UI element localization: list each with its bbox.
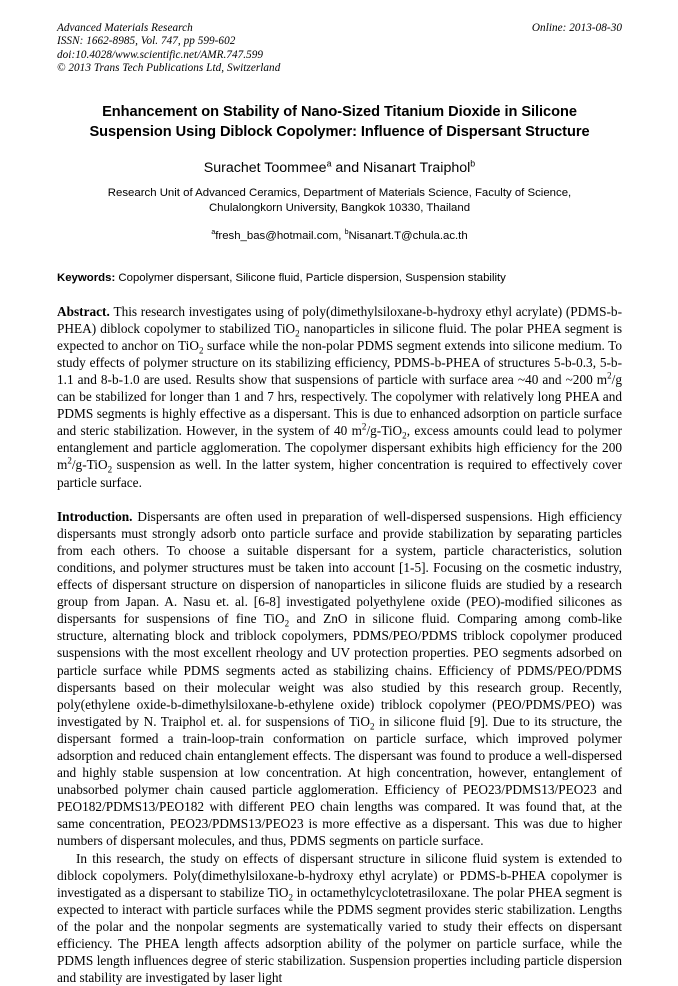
email-mark-1: a	[211, 228, 216, 236]
introduction-paragraph	[57, 508, 622, 850]
author-emails	[57, 229, 622, 244]
keywords-value: Copolymer dispersant, Silicone fluid, Particle dispersion, Suspension stability	[118, 271, 506, 284]
introduction-cont-text-2: in octamethylcyclotetrasiloxane. The polar PHEA segment is expected to interact with particle surfaces while the PDMS segment provides steric stabilization. Lengths of the polar and the nonpolar segments are systematically varied to study their effects on dispersant efficiency. The PHEA length affects adsorption ability of the polymer on particle surface, while the PDMS length influences degree of steric stabilization. Suspension properties including particle dispersion and stability are investigated by laser light	[57, 884, 622, 986]
introduction-continuation-paragraph	[57, 850, 622, 986]
author-conjunction: and	[331, 159, 364, 176]
abstract-text-5: /g-TiO	[366, 423, 403, 439]
abstract-text-2: nanoparticles in silicone fluid. The polar PHEA segment is expected to anchor on TiO	[57, 320, 623, 353]
abstract-sup-1: 2	[607, 370, 612, 381]
introduction-label: Introduction.	[57, 508, 138, 524]
introduction-text-1: Dispersants are often used in preparation of well-dispersed suspensions. High efficiency dispersants must strongly adsorb onto particle surface and provide stabilization by separating particles from each others. To choose a suitable dispersant for a system, particle characteristics, solution conditions, and polymer structures must be taken into account [1-5]. Focusing on the cosmetic industry, effects of dispersant structure on dispersion of nanoparticles in silicone fluids are studied by a research group from Japan. A. Nasu et. al. [6-8] investigated polyethylene oxide (PEO)-modified silicones as dispersants for suspensions of fine TiO	[57, 508, 622, 627]
abstract-text-6: , excess amounts could lead to polymer entanglement and particle agglomeration. The copolymer dispersant exhibits high efficiency for the 200 m	[57, 423, 623, 473]
abstract-sup-2: 2	[361, 421, 367, 432]
author-name-2: Nisanart Traiphol	[363, 159, 471, 176]
abstract-sub-4: 2	[107, 465, 113, 476]
journal-masthead	[57, 22, 622, 76]
author-affiliation-mark-2: b	[470, 157, 476, 168]
abstract-text-8: suspension as well. In the latter system, higher concentration is required to effectively cover particle surface.	[57, 457, 622, 490]
author-affiliation-mark-1: a	[326, 157, 332, 168]
abstract-text-1: This research investigates using of poly(dimethylsiloxane-b-hydroxy ethyl acrylate) (PDMS-b-PHEA) diblock copolymer to stabilized TiO	[57, 303, 622, 336]
page-title: Enhancement on Stability of Nano-Sized Titanium Dioxide in Silicone Suspension Using Diblock Copolymer: Influence of Dispersant Structure	[89, 103, 590, 140]
email-address-2: Nisanart.T@chula.ac.th	[348, 229, 468, 242]
copyright-line: © 2013 Trans Tech Publications Ltd, Switzerland	[57, 62, 281, 75]
introduction-sub-1: 2	[284, 618, 290, 629]
introduction-sub-2: 2	[369, 721, 375, 732]
affiliation: Research Unit of Advanced Ceramics, Department of Materials Science, Faculty of Science, Chulalongkorn University, Bangkok 10330, Thailand	[107, 186, 572, 215]
introduction-text-2: and ZnO in silicone fluid. Comparing among comb-like structure, alternating block and triblock copolymers, PDMS/PEO/PDMS triblock copolymer produced suspensions with the most excellent rheology and UV protection properties. PEO segments adsorbed on particle surface while PDMS segments acted as stabilizing chains. Efficiency of PDMS/PEO/PDMS dispersants based on their molecular weight was also studied by this research group. Recently, poly(ethylene oxide-b-dimethylsiloxane-b-ethylene oxide) triblock copolymer (PEO/PDMS/PEO) was investigated by N. Traiphol et. al. for suspensions of TiO	[57, 611, 622, 729]
abstract-label: Abstract.	[57, 303, 114, 319]
email-mark-2: b	[344, 228, 349, 236]
introduction-cont-sub-1: 2	[288, 892, 294, 903]
doi-line: doi:10.4028/www.scientific.net/AMR.747.599	[57, 48, 264, 61]
abstract-text-3: surface while the non-polar PDMS segment extends into silicone medium. To study effects of polymer structure on its stabilizing efficiency, PDMS-b-PHEA of structures 5-b-0.3, 5-b-1.1 and 8-b-1.0 are used. Results show that suspensions of particle with surface area ~40 and ~200 m	[57, 337, 622, 387]
email-address-1: fresh_bas@hotmail.com,	[215, 229, 345, 242]
abstract-paragraph	[57, 303, 622, 491]
introduction-cont-text-1: In this research, the study on effects of dispersant structure in silicone fluid system is extended to diblock copolymers. Poly(dimethylsiloxane-b-hydroxy ethyl acrylate) or PDMS-b-PHEA copolymer is investigated as a dispersant to stabilize TiO	[57, 850, 622, 900]
abstract-sub-1: 2	[295, 328, 300, 339]
journal-name: Advanced Materials Research	[57, 22, 193, 34]
online-date: Online: 2013-08-30	[531, 22, 622, 34]
author-name-1: Surachet Toommee	[203, 159, 327, 176]
author-list	[57, 159, 622, 177]
abstract-sub-3: 2	[402, 430, 407, 441]
abstract-sup-3: 2	[67, 456, 72, 467]
masthead-left-block	[57, 22, 193, 35]
keywords-line	[57, 271, 622, 286]
issn-line: ISSN: 1662-8985, Vol. 747, pp 599-602	[57, 35, 236, 48]
introduction-text-3: in silicone fluid [9]. Due to its structure, the dispersant formed a train-loop-train conformation on particle surface, which improved polymer adsorption and reduced chain entanglement effects. The dispersant was found to produce a well-dispersed and highly stable suspension at low concentration. At high concentration, however, entanglement of unabsorbed polymer chain caused particle agglomeration. Efficiency of PEO23/PDMS13/PEO23 and PEO182/PDMS13/PEO182 with different PEO chain lengths was compared. It was found that, at the same concentration, PEO23/PDMS13/PEO23 is more effective as a dispersant. This was due to higher numbers of dispersant molecules, and thus, PDMS segments on particle surface.	[57, 713, 622, 849]
keywords-label: Keywords:	[57, 271, 119, 284]
abstract-text-4: /g can be stabilized for longer than 1 and 7 hrs, respectively. The copolymer with relatively long PHEA and PDMS segments is highly effective as a dispersant. This is due to enhanced adsorption on particle surface and steric stabilization. However, in the system of 40 m	[57, 372, 622, 439]
abstract-text-7: /g-TiO	[71, 457, 108, 473]
abstract-sub-2: 2	[198, 345, 204, 356]
